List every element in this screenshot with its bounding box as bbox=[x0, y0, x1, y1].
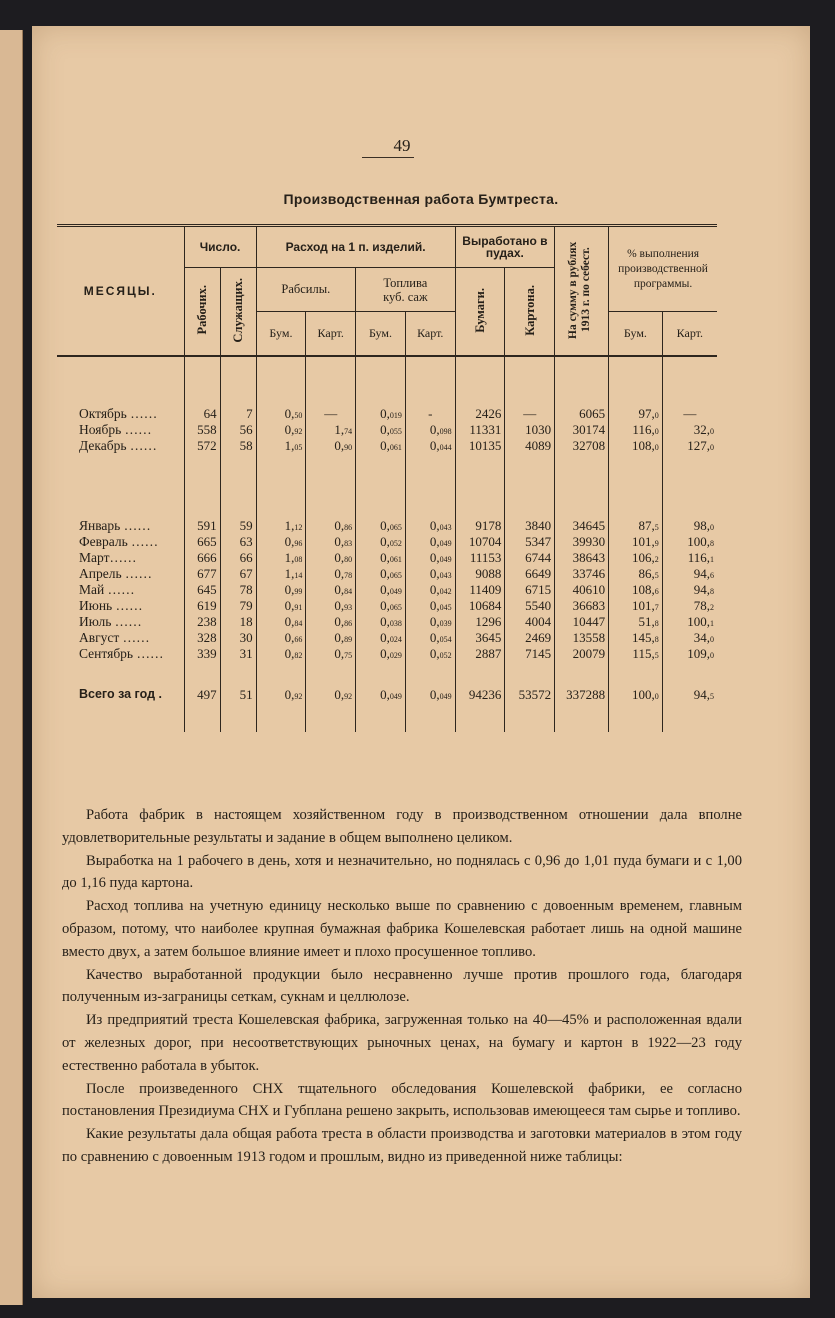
table-cell: 0,061 bbox=[356, 438, 406, 454]
table-cell: 9088 bbox=[455, 566, 505, 582]
table-cell: 2426 bbox=[455, 406, 505, 422]
table-cell: 59 bbox=[220, 518, 256, 534]
decimal-part: 90 bbox=[344, 443, 353, 452]
decimal-part: 0 bbox=[654, 692, 659, 701]
header-sum-rubles: На сумму в рублях 1913 г. по себест. bbox=[555, 226, 609, 356]
decimal-part: 5 bbox=[654, 571, 659, 580]
table-cell: 20079 bbox=[555, 646, 609, 662]
decimal-part: 08 bbox=[294, 555, 303, 564]
decimal-part: 052 bbox=[389, 539, 402, 548]
table-cell: 0,96 bbox=[256, 534, 306, 550]
paragraph: Какие результаты дала общая работа треста в области производства и заготовки материалов в этом году по сравнению с довоенным 1913 годом и прошлым, видно из приведенной ниже таблицы: bbox=[62, 1126, 742, 1165]
decimal-part: 049 bbox=[439, 692, 452, 701]
table-cell: 64 bbox=[184, 406, 220, 422]
table-cell: 36683 bbox=[555, 598, 609, 614]
decimal-part: 86 bbox=[344, 619, 353, 628]
header-fuel-paper: Бум. bbox=[356, 312, 406, 356]
table-cell: 30 bbox=[220, 630, 256, 646]
decimal-part: 065 bbox=[389, 603, 402, 612]
decimal-part: 92 bbox=[344, 692, 353, 701]
table-cell: 0,80 bbox=[306, 550, 356, 566]
table-cell: 0,82 bbox=[256, 646, 306, 662]
spacer-row bbox=[57, 356, 717, 370]
table-cell: 0,90 bbox=[306, 438, 356, 454]
table-cell: 1,05 bbox=[256, 438, 306, 454]
table-cell: 572 bbox=[184, 438, 220, 454]
table-cell: 94236 bbox=[455, 684, 505, 706]
table-cell: 115,5 bbox=[609, 646, 663, 662]
decimal-part: 93 bbox=[344, 603, 353, 612]
table-cell: 0,049 bbox=[405, 684, 455, 706]
header-labor-paper: Бум. bbox=[256, 312, 306, 356]
table-cell: 0,042 bbox=[405, 582, 455, 598]
table-cell: 94,8 bbox=[693, 582, 714, 597]
table-cell: 7145 bbox=[505, 646, 555, 662]
table-cell: 0,044 bbox=[405, 438, 455, 454]
table-cell: 0,89 bbox=[306, 630, 356, 646]
table-cell: 31 bbox=[220, 646, 256, 662]
table-cell: 0,019 bbox=[356, 406, 406, 422]
total-label: Всего за год . bbox=[57, 684, 184, 706]
decimal-part: 50 bbox=[294, 411, 303, 420]
decimal-part: 66 bbox=[294, 635, 303, 644]
table-cell: 619 bbox=[184, 598, 220, 614]
month-label: Декабрь …… bbox=[57, 438, 184, 454]
decimal-part: 049 bbox=[389, 692, 402, 701]
table-cell: 10447 bbox=[555, 614, 609, 630]
table-cell: 6065 bbox=[555, 406, 609, 422]
decimal-part: 049 bbox=[389, 587, 402, 596]
table-cell: 34,0 bbox=[693, 630, 714, 645]
table-row bbox=[57, 422, 717, 438]
table-cell: 11153 bbox=[455, 550, 505, 566]
header-labor-cardboard: Карт. bbox=[306, 312, 356, 356]
decimal-part: 99 bbox=[294, 587, 303, 596]
table-row bbox=[57, 598, 717, 614]
decimal-part: 0 bbox=[710, 427, 714, 436]
decimal-part: 92 bbox=[294, 692, 303, 701]
table-cell: 32,0 bbox=[693, 422, 714, 437]
table-cell: 0,029 bbox=[356, 646, 406, 662]
table-cell: 0,86 bbox=[306, 614, 356, 630]
table-cell: 328 bbox=[184, 630, 220, 646]
month-label: Август …… bbox=[57, 630, 184, 646]
table-cell: 645 bbox=[184, 582, 220, 598]
paragraph: Из предприятий треста Кошелевская фабрика, загруженная только на 40—45% и расположенная вдали от железных дорог, при несоответствующих рыночных ценах, на бумагу и картон в 1922—23 году естественно работала в убыток. bbox=[62, 1012, 742, 1074]
decimal-part: 0 bbox=[710, 443, 714, 452]
table-cell: 0,055 bbox=[356, 422, 406, 438]
decimal-part: 024 bbox=[389, 635, 402, 644]
table-cell: 39930 bbox=[555, 534, 609, 550]
decimal-part: 9 bbox=[654, 539, 659, 548]
table-cell: 0,91 bbox=[256, 598, 306, 614]
decimal-part: 84 bbox=[344, 587, 353, 596]
decimal-part: 83 bbox=[344, 539, 353, 548]
table-cell: 56 bbox=[220, 422, 256, 438]
table-cell: 86,5 bbox=[609, 566, 663, 582]
table-cell: 0,83 bbox=[306, 534, 356, 550]
table-cell: 78 bbox=[220, 582, 256, 598]
decimal-part: 82 bbox=[294, 651, 303, 660]
decimal-part: 74 bbox=[344, 427, 353, 436]
header-labor: Рабсилы. bbox=[256, 268, 356, 312]
month-label: Февраль …… bbox=[57, 534, 184, 550]
table-row bbox=[57, 518, 717, 534]
book-page bbox=[32, 26, 810, 1298]
table-cell: — bbox=[505, 406, 555, 422]
year-label bbox=[57, 370, 184, 400]
table-cell: 0,045 bbox=[405, 598, 455, 614]
decimal-part: 1 bbox=[710, 555, 714, 564]
decimal-part: 043 bbox=[439, 571, 452, 580]
decimal-part: 8 bbox=[654, 635, 659, 644]
table-cell: 0,043 bbox=[405, 566, 455, 582]
table-cell: 78,2 bbox=[693, 598, 714, 613]
table-cell: 2887 bbox=[455, 646, 505, 662]
paragraph: Качество выработанной продукции было несравненно лучше против прошлого года, благодаря полученным из-заграницы сеткам, сукнам и целлюлозе. bbox=[62, 966, 742, 1006]
table-cell: 0,052 bbox=[405, 646, 455, 662]
decimal-part: 2 bbox=[710, 603, 714, 612]
table-cell: 116,1 bbox=[687, 550, 714, 565]
table-cell: 11331 bbox=[455, 422, 505, 438]
table-cell: 0,78 bbox=[306, 566, 356, 582]
table-cell: 666 bbox=[184, 550, 220, 566]
header-produced: Выработано в пудах. bbox=[455, 226, 555, 268]
decimal-part: 78 bbox=[344, 571, 353, 580]
table-cell: 2469 bbox=[505, 630, 555, 646]
decimal-part: 80 bbox=[344, 555, 353, 564]
table-cell: 6649 bbox=[505, 566, 555, 582]
table-cell: 9178 bbox=[455, 518, 505, 534]
decimal-part: 14 bbox=[294, 571, 303, 580]
table-cell: 10704 bbox=[455, 534, 505, 550]
decimal-part: 5 bbox=[654, 523, 659, 532]
year-row bbox=[57, 370, 717, 400]
header-fuel: Топлива куб. саж bbox=[356, 268, 456, 312]
spacer-row bbox=[57, 510, 717, 518]
month-label: Апрель …… bbox=[57, 566, 184, 582]
table-cell: 40610 bbox=[555, 582, 609, 598]
decimal-part: 042 bbox=[439, 587, 452, 596]
table-cell: 339 bbox=[184, 646, 220, 662]
table-cell: 87,5 bbox=[609, 518, 663, 534]
table-cell: 13558 bbox=[555, 630, 609, 646]
decimal-part: 049 bbox=[439, 555, 452, 564]
table-row bbox=[57, 646, 717, 662]
table-cell: 0,66 bbox=[256, 630, 306, 646]
header-cardboard: Картона. bbox=[505, 268, 555, 356]
table-cell: 0,50 bbox=[256, 406, 306, 422]
decimal-part: 049 bbox=[439, 539, 452, 548]
previous-page-edge bbox=[0, 30, 23, 1305]
table-row bbox=[57, 406, 717, 422]
decimal-part: 84 bbox=[294, 619, 303, 628]
paragraph: Расход топлива на учетную единицу несколько выше по сравнению с довоенным временем, главным образом, потому, что наиболее крупная бумажная фабрика Кошелевская работает лишь на одной машине вместо двух, а затем большое влияние имеет и плохо просушенное топливо. bbox=[62, 898, 742, 960]
table-row bbox=[57, 614, 717, 630]
header-count: Число. bbox=[184, 226, 256, 268]
decimal-part: 038 bbox=[389, 619, 402, 628]
table-cell: 18 bbox=[220, 614, 256, 630]
header-consumption: Расход на 1 п. изделий. bbox=[256, 226, 455, 268]
decimal-part: 6 bbox=[654, 587, 659, 596]
decimal-part: 5 bbox=[654, 651, 659, 660]
table-cell: 101,7 bbox=[609, 598, 663, 614]
table-cell: 0,024 bbox=[356, 630, 406, 646]
table-cell: 0,92 bbox=[256, 684, 306, 706]
decimal-part: 8 bbox=[710, 539, 714, 548]
paragraph: После произведенного СНХ тщательного обследования Кошелевской фабрики, ее согласно постановления Президиума СНХ и Губплана решено закрыть, использовав имеющееся там сырье и топливо. bbox=[62, 1080, 742, 1120]
page-number: 49 bbox=[393, 136, 411, 155]
decimal-part: 019 bbox=[389, 411, 402, 420]
table-row bbox=[57, 550, 717, 566]
table-cell: 0,84 bbox=[306, 582, 356, 598]
table-cell: 94,5 bbox=[693, 687, 714, 702]
decimal-part: 043 bbox=[439, 523, 452, 532]
decimal-part: 8 bbox=[710, 587, 714, 596]
month-label: Май …… bbox=[57, 582, 184, 598]
spacer-row bbox=[57, 454, 717, 480]
month-label: Июнь …… bbox=[57, 598, 184, 614]
total-row bbox=[57, 684, 717, 706]
table-cell: 10135 bbox=[455, 438, 505, 454]
table-cell: 108,0 bbox=[609, 438, 663, 454]
table-cell: 238 bbox=[184, 614, 220, 630]
table-cell: 0,061 bbox=[356, 550, 406, 566]
production-table-wrapper bbox=[57, 224, 717, 732]
table-cell: — bbox=[683, 406, 697, 421]
table-cell: 33746 bbox=[555, 566, 609, 582]
decimal-part: 6 bbox=[710, 571, 714, 580]
table-cell: 127,0 bbox=[687, 438, 714, 453]
decimal-part: 0 bbox=[654, 411, 659, 420]
month-label: Октябрь …… bbox=[57, 406, 184, 422]
table-cell: — bbox=[306, 406, 356, 422]
table-cell: 32708 bbox=[555, 438, 609, 454]
decimal-part: 054 bbox=[439, 635, 452, 644]
month-label: Январь …… bbox=[57, 518, 184, 534]
paragraph: Выработка на 1 рабочего в день, хотя и незначительно, но поднялась с 0,96 до 1,01 пуда бумаги и с 1,00 до 1,16 пуда картона. bbox=[62, 852, 742, 892]
decimal-part: 0 bbox=[654, 443, 659, 452]
decimal-part: 7 bbox=[654, 603, 659, 612]
table-row bbox=[57, 438, 717, 454]
table-cell: 4004 bbox=[505, 614, 555, 630]
table-cell: 10684 bbox=[455, 598, 505, 614]
decimal-part: 05 bbox=[294, 443, 303, 452]
table-cell: 0,098 bbox=[405, 422, 455, 438]
table-cell: 337288 bbox=[555, 684, 609, 706]
month-label: Сентябрь …… bbox=[57, 646, 184, 662]
table-cell: 3840 bbox=[505, 518, 555, 534]
table-cell: 0,065 bbox=[356, 518, 406, 534]
table-cell: - bbox=[405, 406, 455, 422]
header-percent-paper: Бум. bbox=[609, 312, 663, 356]
decimal-part: 92 bbox=[294, 427, 303, 436]
table-cell: 497 bbox=[184, 684, 220, 706]
table-cell: 38643 bbox=[555, 550, 609, 566]
table-row bbox=[57, 582, 717, 598]
table-cell: 0,049 bbox=[405, 534, 455, 550]
table-cell: 58 bbox=[220, 438, 256, 454]
table-cell: 116,0 bbox=[609, 422, 663, 438]
decimal-part: 029 bbox=[389, 651, 402, 660]
table-cell: 1296 bbox=[455, 614, 505, 630]
spacer-row bbox=[57, 662, 717, 684]
page-number-rule bbox=[362, 157, 414, 158]
month-label: Июль …… bbox=[57, 614, 184, 630]
table-cell: 3645 bbox=[455, 630, 505, 646]
decimal-part: 061 bbox=[389, 443, 402, 452]
table-cell: 106,2 bbox=[609, 550, 663, 566]
table-cell: 79 bbox=[220, 598, 256, 614]
decimal-part: 045 bbox=[439, 603, 452, 612]
table-cell: 0,99 bbox=[256, 582, 306, 598]
table-cell: 30174 bbox=[555, 422, 609, 438]
table-cell: 7 bbox=[220, 406, 256, 422]
header-workers: Рабочих. bbox=[184, 268, 220, 356]
table-cell: 1030 bbox=[505, 422, 555, 438]
table-cell: 5540 bbox=[505, 598, 555, 614]
table-cell: 66 bbox=[220, 550, 256, 566]
table-cell: 6744 bbox=[505, 550, 555, 566]
decimal-part: 12 bbox=[294, 523, 303, 532]
table-cell: 1,14 bbox=[256, 566, 306, 582]
table-row bbox=[57, 630, 717, 646]
table-cell: 0,84 bbox=[256, 614, 306, 630]
header-paper: Бумаги. bbox=[455, 268, 505, 356]
decimal-part: 052 bbox=[439, 651, 452, 660]
paragraph: Работа фабрик в настоящем хозяйственном году в производственном отношении дала вполне удовлетворительные результаты и задание в общем выполнено целиком. bbox=[62, 807, 742, 846]
table-cell: 0,052 bbox=[356, 534, 406, 550]
table-cell: 0,039 bbox=[405, 614, 455, 630]
table-cell: 0,93 bbox=[306, 598, 356, 614]
table-title: Производственная работа Бумтреста. bbox=[283, 191, 559, 207]
table-cell: 4089 bbox=[505, 438, 555, 454]
table-cell: 53572 bbox=[505, 684, 555, 706]
header-fuel-cardboard: Карт. bbox=[405, 312, 455, 356]
decimal-part: 098 bbox=[439, 427, 452, 436]
decimal-part: 1 bbox=[710, 619, 714, 628]
table-row bbox=[57, 566, 717, 582]
table-cell: 0,92 bbox=[306, 684, 356, 706]
production-table bbox=[57, 224, 717, 732]
year-label bbox=[57, 480, 184, 510]
table-cell: 1,12 bbox=[256, 518, 306, 534]
decimal-part: 061 bbox=[389, 555, 402, 564]
table-body bbox=[57, 356, 717, 732]
month-label: Март…… bbox=[57, 550, 184, 566]
table-cell: 0,049 bbox=[356, 582, 406, 598]
decimal-part: 89 bbox=[344, 635, 353, 644]
decimal-part: 75 bbox=[344, 651, 353, 660]
table-cell: 108,6 bbox=[609, 582, 663, 598]
table-cell: 1,74 bbox=[306, 422, 356, 438]
decimal-part: 2 bbox=[654, 555, 659, 564]
decimal-part: 8 bbox=[654, 619, 659, 628]
table-cell: 109,0 bbox=[687, 646, 714, 661]
header-percent: % выполнения производственной программы. bbox=[609, 226, 717, 312]
header-months: МЕСЯЦЫ. bbox=[57, 226, 184, 356]
decimal-part: 0 bbox=[654, 427, 659, 436]
table-cell: 0,049 bbox=[356, 684, 406, 706]
table-cell: 101,9 bbox=[609, 534, 663, 550]
table-cell: 94,6 bbox=[693, 566, 714, 581]
table-cell: 665 bbox=[184, 534, 220, 550]
decimal-part: 044 bbox=[439, 443, 452, 452]
table-cell: 558 bbox=[184, 422, 220, 438]
table-cell: 98,0 bbox=[693, 518, 714, 533]
decimal-part: 065 bbox=[389, 523, 402, 532]
body-text bbox=[62, 804, 742, 1169]
decimal-part: 91 bbox=[294, 603, 303, 612]
table-cell: 0,75 bbox=[306, 646, 356, 662]
header-percent-cardboard: Карт. bbox=[676, 326, 704, 341]
decimal-part: 5 bbox=[710, 692, 714, 701]
table-cell: 0,92 bbox=[256, 422, 306, 438]
table-cell: 100,1 bbox=[687, 614, 714, 629]
table-cell: 677 bbox=[184, 566, 220, 582]
decimal-part: 0 bbox=[710, 523, 714, 532]
header-employees: Служащих. bbox=[220, 268, 256, 356]
table-cell: 34645 bbox=[555, 518, 609, 534]
decimal-part: 86 bbox=[344, 523, 353, 532]
table-cell: 6715 bbox=[505, 582, 555, 598]
decimal-part: 0 bbox=[710, 635, 714, 644]
table-cell: 100,0 bbox=[609, 684, 663, 706]
table-cell: 0,065 bbox=[356, 598, 406, 614]
table-cell: 0,054 bbox=[405, 630, 455, 646]
table-cell: 11409 bbox=[455, 582, 505, 598]
table-row bbox=[57, 534, 717, 550]
decimal-part: 055 bbox=[389, 427, 402, 436]
table-cell: 67 bbox=[220, 566, 256, 582]
spacer-row bbox=[57, 706, 717, 732]
table-cell: 0,043 bbox=[405, 518, 455, 534]
month-label: Ноябрь …… bbox=[57, 422, 184, 438]
table-cell: 1,08 bbox=[256, 550, 306, 566]
decimal-part: 0 bbox=[710, 651, 714, 660]
decimal-part: 065 bbox=[389, 571, 402, 580]
decimal-part: 039 bbox=[439, 619, 452, 628]
table-cell: 0,065 bbox=[356, 566, 406, 582]
table-cell: 100,8 bbox=[687, 534, 714, 549]
table-cell: 591 bbox=[184, 518, 220, 534]
decimal-part: 96 bbox=[294, 539, 303, 548]
table-cell: 0,038 bbox=[356, 614, 406, 630]
table-cell: 5347 bbox=[505, 534, 555, 550]
table-cell: 63 bbox=[220, 534, 256, 550]
table-cell: 97,0 bbox=[609, 406, 663, 422]
year-row bbox=[57, 480, 717, 510]
table-cell: 145,8 bbox=[609, 630, 663, 646]
table-cell: 0,049 bbox=[405, 550, 455, 566]
table-cell: 0,86 bbox=[306, 518, 356, 534]
table-cell: 51,8 bbox=[609, 614, 663, 630]
table-cell: 51 bbox=[220, 684, 256, 706]
